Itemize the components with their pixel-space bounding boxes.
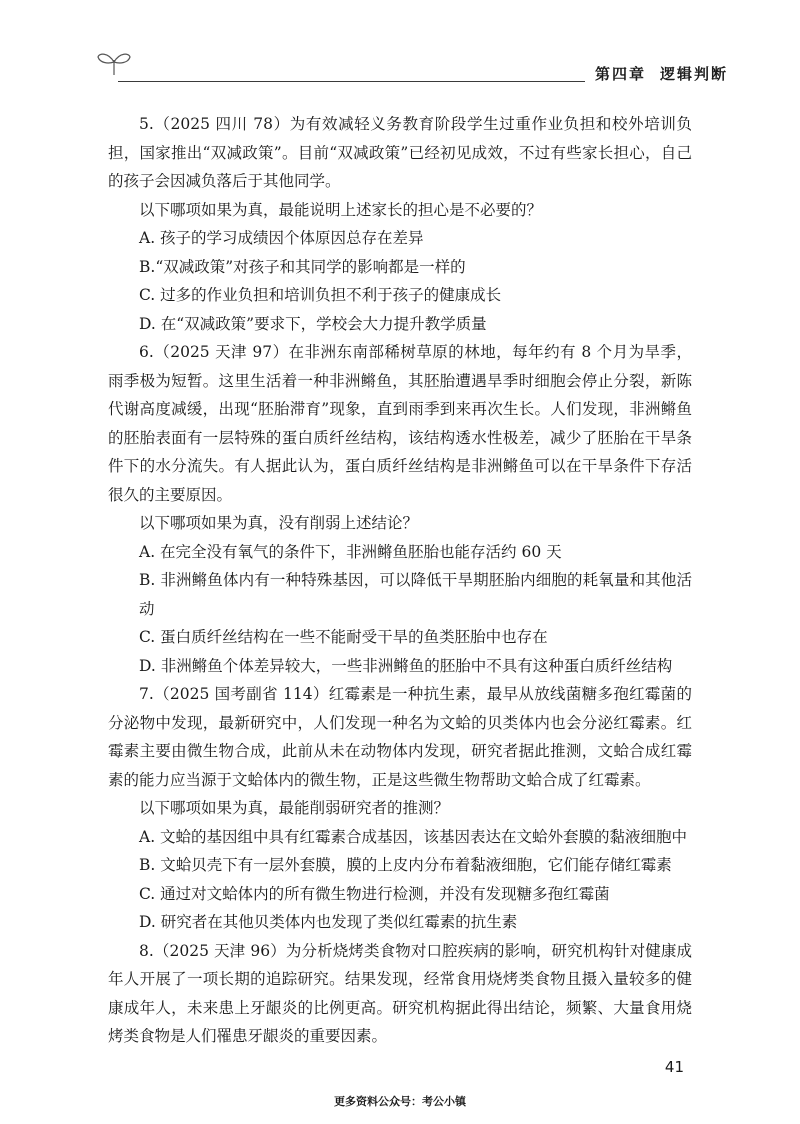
question-5-option-a: A. 孩子的学习成绩因个体原因总存在差异 xyxy=(139,229,424,247)
question-6-option-d: D. 非洲鳉鱼个体差异较大，一些非洲鳉鱼的胚胎中不具有这种蛋白质纤丝结构 xyxy=(139,656,673,675)
question-5-option-c: C. 过多的作业负担和培训负担不利于孩子的健康成长 xyxy=(139,286,502,304)
chapter-number: 第四章 xyxy=(594,65,646,83)
chapter-title: 逻辑判断 xyxy=(659,65,728,83)
question-8-stem: 8.（2025 天津 96）为分析烧烤类食物对口腔疾病的影响，研究机构针对健康成年人开展了一项长期的追踪研究。结果发现，经常食用烧烤类食物且摄入量较多的健康成年人，未来患上牙龈炎的比例更高。研究机构据此得出结论，频繁、大量食用烧烤类食物是人们罹患牙龈炎的重要因素。 xyxy=(108,941,692,1045)
question-6-option-c: C. 蛋白质纤丝结构在一些不能耐受干旱的鱼类胚胎中也存在 xyxy=(139,628,548,646)
question-7-option-c: C. 通过对文蛤体内的所有微生物进行检测，并没有发现糖多孢红霉菌 xyxy=(139,884,610,903)
page-number: 41 xyxy=(664,1058,684,1076)
question-5-option-b: B.“双减政策”对孩子和其同学的影响都是一样的 xyxy=(139,257,466,276)
question-6-stem: 6.（2025 天津 97）在非洲东南部稀树草原的林地，每年约有 8 个月为旱季，雨季极为短暂。这里生活着一种非洲鳉鱼，其胚胎遭遇旱季时细胞会停止分裂，新陈代谢高度减缓，出现“胚胎滞育”现象，直到雨季到来再次生长。人们发现，非洲鳉鱼的胚胎表面有一层特殊的蛋白质纤丝结构，该结构透水性极差，减少了胚胎在干旱条件下的水分流失。有人据此认为，蛋白质纤丝结构是非洲鳉鱼可以在干旱条件下存活很久的主要原因。 xyxy=(108,343,692,504)
page-content xyxy=(108,110,692,1051)
chapter-header xyxy=(585,63,728,84)
question-7-option-d: D. 研究者在其他贝类体内也发现了类似红霉素的抗生素 xyxy=(139,913,518,931)
question-6-prompt: 以下哪项如果为真，没有削弱上述结论？ xyxy=(139,514,419,532)
question-7-stem: 7.（2025 国考副省 114）红霉素是一种抗生素，最早从放线菌糖多孢红霉菌的分泌物中发现，最新研究中，人们发现一种名为文蛤的贝类体内也会分泌红霉素。红霉素主要由微生物合成，此前从未在动物体内发现，研究者据此推测，文蛤合成红霉素的能力应当源于文蛤体内的微生物，正是这些微生物帮助文蛤合成了红霉素。 xyxy=(108,685,692,789)
footer-note: 更多资料公众号：考公小镇 xyxy=(334,1095,466,1108)
question-7-option-a: A. 文蛤的基因组中具有红霉素合成基因，该基因表达在文蛤外套膜的黏液细胞中 xyxy=(139,827,688,846)
question-5-stem: 5.（2025 四川 78）为有效减轻义务教育阶段学生过重作业负担和校外培训负担，国家推出“双减政策”。目前“双减政策”已经初见成效，不过有些家长担心，自己的孩子会因减负落后于其他同学。 xyxy=(108,115,692,190)
question-7-prompt: 以下哪项如果为真，最能削弱研究者的推测？ xyxy=(139,799,450,817)
question-6-option-a: A. 在完全没有氧气的条件下，非洲鳉鱼胚胎也能存活约 60 天 xyxy=(139,542,562,561)
question-5-prompt: 以下哪项如果为真，最能说明上述家长的担心是不必要的？ xyxy=(139,200,543,219)
leaf-sprout-icon xyxy=(96,50,132,76)
question-6-option-b: B. 非洲鳉鱼体内有一种特殊基因，可以降低干旱期胚胎内细胞的耗氧量和其他活动 xyxy=(139,571,692,618)
question-7-option-b: B. 文蛤贝壳下有一层外套膜，膜的上皮内分布着黏液细胞，它们能存储红霉素 xyxy=(139,856,672,874)
question-5-option-d: D. 在“双减政策”要求下，学校会大力提升教学质量 xyxy=(139,314,487,333)
